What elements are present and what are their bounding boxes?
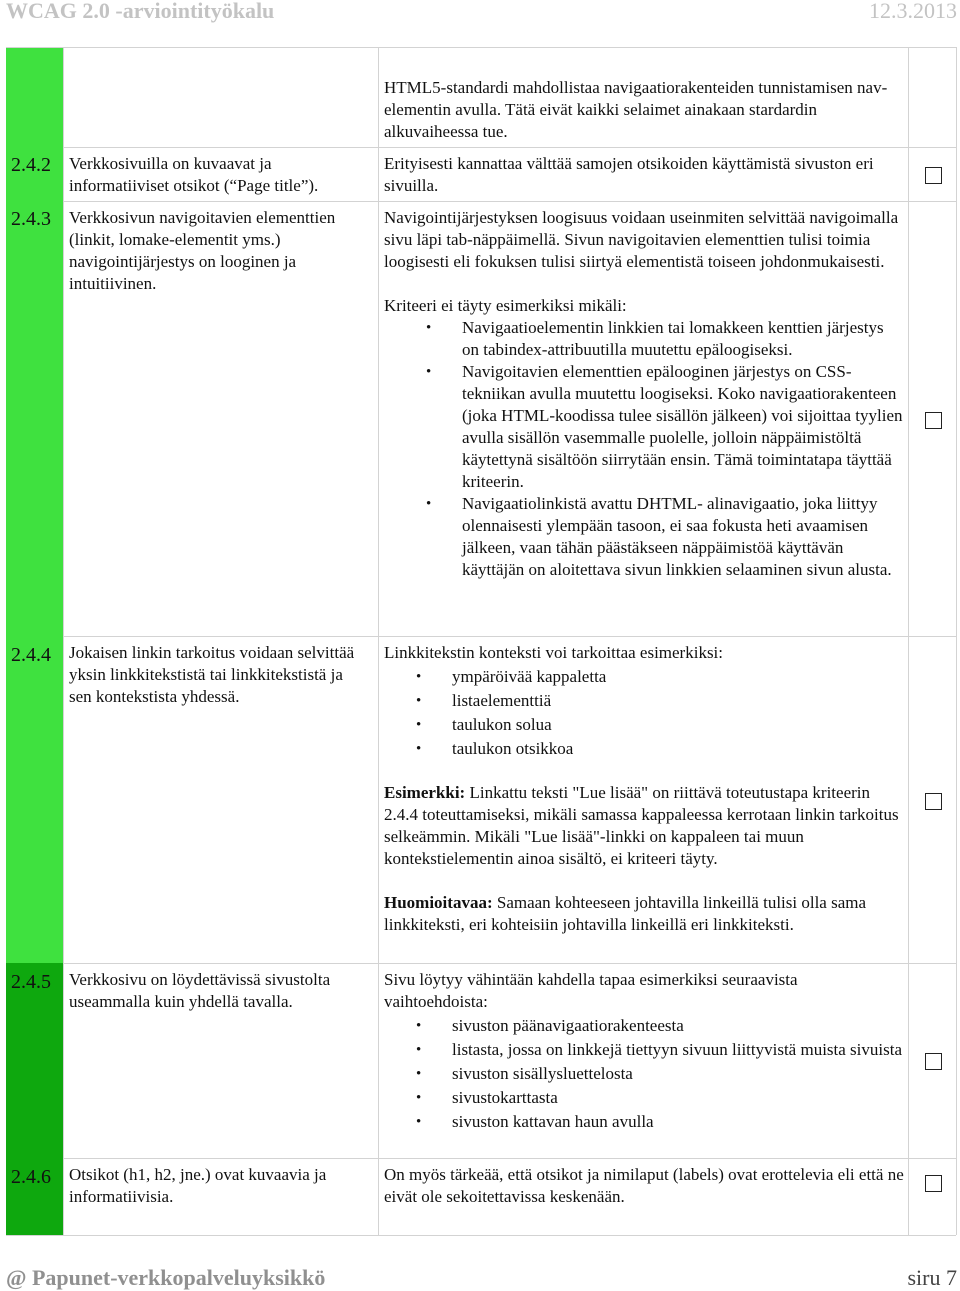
document-title: WCAG 2.0 -arviointityökalu [6,0,275,23]
list-item: • Navigaatioelementin linkkien tai lomakkeen kenttien järjestys on tabindex-attribuutilla muutettu epäloogiseksi. [426,318,884,359]
list-item: • sivustokarttasta [416,1088,558,1107]
list-item: • Navigaatiolinkistä avattu DHTML- alinavigaatio, joka liittyy olennaisesti ylempään tasoon, ei saa fokusta heti avaamisen jälkeen, vaan tähän päästäkseen näppäimistöä käyttävän käyttäjän on aloitettava sivun linkkien selaaminen sivun alusta. [426,494,892,579]
note-text: Samaan kohteeseen johtavilla linkeillä tulisi olla sama linkkiteksti, eri kohteisiin johtavilla linkeillä eri linkkiteksti. [384,893,867,934]
criterion-description [384,1164,904,1208]
bullet-icon: • [416,1114,422,1130]
bullet-icon: • [426,496,432,512]
criterion-number: 2.4.4 [11,644,51,666]
criterion-description [384,153,904,197]
level-column-aaa [6,963,63,1235]
document-date: 12.3.2013 [869,0,957,23]
list-item: • taulukon solua [416,715,552,734]
criterion-description [384,969,904,1133]
bullet-icon: • [416,717,422,733]
check-checkbox[interactable] [925,167,942,184]
bullet-icon: • [416,1042,422,1058]
list-item: • listaelementtiä [416,691,552,710]
table-right-border [956,47,957,1235]
example-label: Esimerkki: [384,783,466,802]
note-paragraph [384,892,904,936]
bullet-icon: • [416,669,422,685]
description-text: Erityisesti kannattaa välttää samojen otsikoiden käyttämistä sivuston eri sivuilla. [384,154,874,195]
check-checkbox[interactable] [925,793,942,810]
intro-text: HTML5-standardi mahdollistaa navigaatiorakenteiden tunnistamisen nav-elementin avulla. Tätä eivät kaikki selaimet ainakaan stardardin alkuvaiheessa tue. [384,78,888,141]
list-item: • Navigoitavien elementtien epälooginen järjestys on CSS-tekniikan avulla muutettu loogiseksi. Koko navigaatiorakenteen (joka HTML-koodissa tulee sisällön jälkeen) voi sijoittaa tyylien avulla sisällön vasemmalle puolelle, jolloin näppäimistöltä käytettynä sisältöön siirrytään ensin. Tämä toimintatapa täyttää kriteerin. [426,362,903,491]
list-item: • listasta, jossa on linkkejä tiettyyn sivuun liittyvistä muista sivuista [416,1040,903,1059]
example-text: Linkattu teksti "Lue lisää" on riittävä toteutustapa kriteerin 2.4.4 toteuttamiseksi, mikäli samassa kappaleessa kerrotaan linkin tarkoitus selkeämmin. Mikäli "Lue lisää"-linkki on kappaleen tai muun kontekstielementin ainoa sisältö, ei kriteeri täyty. [384,783,899,868]
column-divider-1 [63,47,64,1235]
list-item: • sivuston sisällysluettelosta [416,1064,633,1083]
list-item: • sivuston päänavigaatiorakenteesta [416,1016,684,1035]
criterion-text: Jokaisen linkin tarkoitus voidaan selvittää yksin linkkitekstistä tai linkkitekstistä ja sen kontekstista yhdessä. [69,643,355,706]
level-column-aa [6,48,63,963]
row-divider [63,201,956,202]
row-divider [63,636,956,637]
description-text: Navigointijärjestyksen loogisuus voidaan useinmiten selvittää navigoimalla sivu läpi tab-näppäimellä. Sivun navigoitavien elementtien tulisi toimia loogisesti eli fokuksen tulisi siirtyä elementistä toiseen johdonmukaisesti. [384,208,899,271]
table-bottom-border [6,1235,956,1236]
list-intro: Kriteeri ei täyty esimerkiksi mikäli: [384,296,627,315]
findability-list [384,1015,904,1133]
failure-list [384,317,904,581]
bullet-icon: • [416,693,422,709]
example-paragraph [384,782,904,870]
description-text: On myös tärkeää, että otsikot ja nimilaput (labels) ovat erottelevia eli että ne eivät ole sekoitettavissa keskenään. [384,1165,904,1206]
note-label: Huomioitavaa: [384,893,493,912]
check-checkbox[interactable] [925,1175,942,1192]
list-item: • ympäröivää kappaletta [416,667,607,686]
criterion-text: Verkkosivuilla on kuvaavat ja informatiiviset otsikot (“Page title”). [69,154,319,195]
context-list [384,666,904,760]
page-number: siru 7 [907,1265,957,1290]
criterion-text: Otsikot (h1, h2, jne.) ovat kuvaavia ja informatiivisia. [69,1165,327,1206]
column-divider-2 [378,47,379,1235]
criterion-number: 2.4.2 [11,154,51,176]
criterion-text: Verkkosivu on löydettävissä sivustolta useammalla kuin yhdellä tavalla. [69,970,331,1011]
criterion-description [384,642,904,936]
row-divider [63,1158,956,1159]
column-divider-3 [908,47,909,1235]
bullet-icon: • [426,364,432,380]
row-divider [63,963,956,964]
intro-description [384,77,904,143]
criterion-text: Verkkosivun navigoitavien elementtien (linkit, lomake-elementit yms.) navigointijärjestys on looginen ja intuitiivinen. [69,208,336,293]
criterion-number: 2.4.5 [11,971,51,993]
table-top-border [6,47,956,48]
bullet-icon: • [416,1018,422,1034]
criterion-number: 2.4.3 [11,208,51,230]
list-item: • sivuston kattavan haun avulla [416,1112,654,1131]
criterion-description [384,207,904,581]
list-item: • taulukon otsikkoa [416,739,574,758]
list-intro: Sivu löytyy vähintään kahdella tapaa esimerkiksi seuraavista vaihtoehdoista: [384,970,798,1011]
footer-publisher: @ Papunet-verkkopalveluyksikkö [6,1265,326,1290]
bullet-icon: • [416,1066,422,1082]
check-checkbox[interactable] [925,412,942,429]
bullet-icon: • [416,1090,422,1106]
criterion-number: 2.4.6 [11,1166,51,1188]
list-intro: Linkkitekstin konteksti voi tarkoittaa esimerkiksi: [384,643,724,662]
bullet-icon: • [416,741,422,757]
bullet-icon: • [426,320,432,336]
row-divider [63,147,956,148]
check-checkbox[interactable] [925,1053,942,1070]
